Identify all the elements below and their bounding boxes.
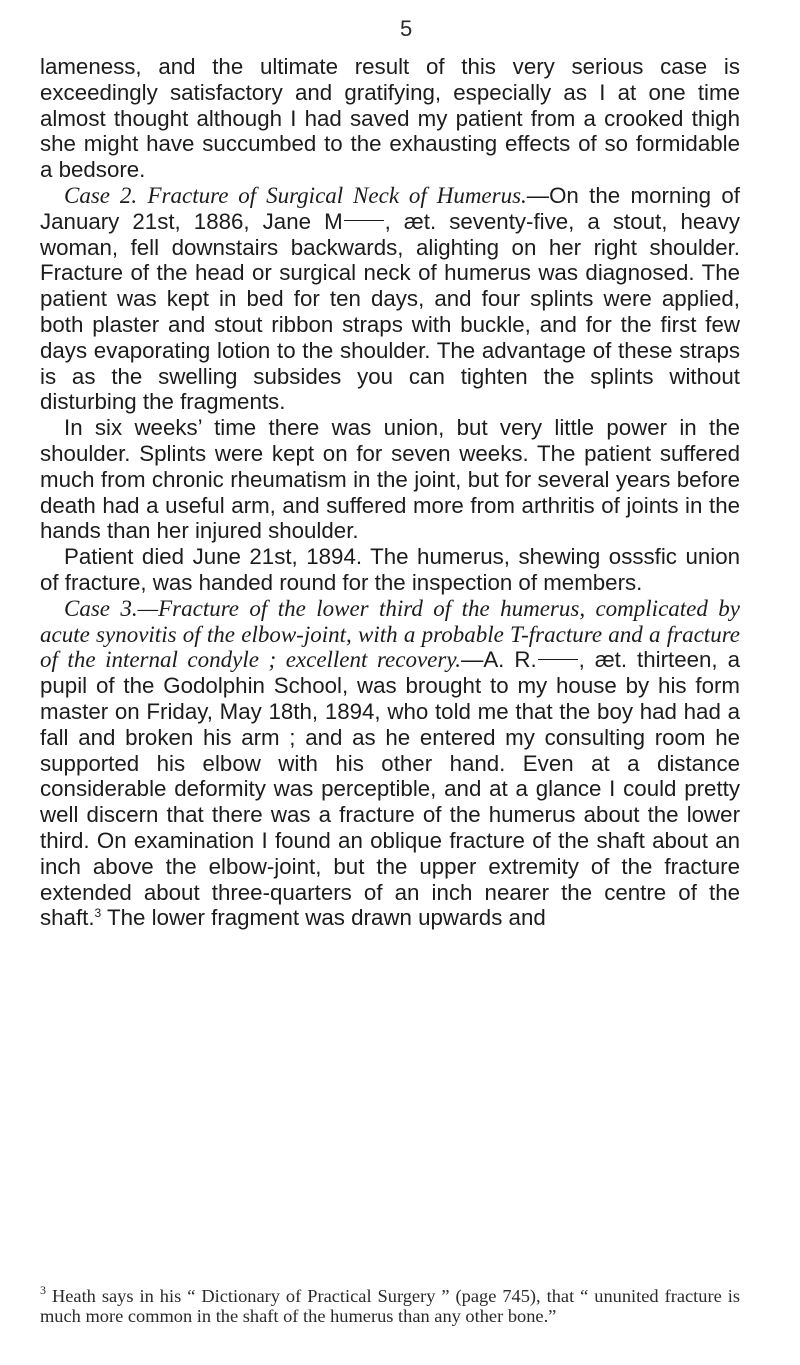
paragraph-case-3	[40, 596, 740, 931]
case-3-title: —Fracture of the lower third of the humerus, complicated by acute synovitis of the elbow-joint, with a probable T-fracture and a fracture of the internal condyle ; excellent recovery.	[40, 595, 740, 673]
name-redaction-dash	[344, 220, 384, 221]
case-3-text-body: , æt. thirteen, a pupil of the Godolphin School, was brought to my house by his form master on Friday, May 18th, 1894, who told me that the boy had had a fall and broken his arm ; and as he entered my consulting room he supported his elbow with his other hand. Even at a distance considerable deformity was perceptible, and at a glance I could pretty well discern that there was a fracture of the humerus about the lower third. On examination I found an oblique fracture of the shaft about an inch above the elbow-joint, but the upper extremity of the fracture extended about three-quarters of an inch nearer the centre of the shaft.	[40, 647, 740, 931]
case-3-label: Case 3.	[64, 595, 138, 621]
paragraph-patient-died: Patient died June 21st, 1894. The humerus, shewing osssfic union of fracture, was handed round for the inspection of members.	[40, 544, 740, 595]
body-text	[40, 54, 740, 931]
name-redaction-dash	[538, 659, 578, 660]
paragraph-union: In six weeks’ time there was union, but very little power in the shoulder. Splints were kept on for seven weeks. The patient suffered much from chronic rheumatism in the joint, but for several years before death had a useful arm, and suffered more from arthritis of joints in the hands than her injured shoulder.	[40, 415, 740, 544]
paragraph-case-2	[40, 183, 740, 415]
footnote-text: Heath says in his “ Dictionary of Practical Surgery ” (page 745), that “ ununited fracture is much more common in the shaft of the humerus than any other bone.”	[40, 1286, 740, 1326]
footnote	[40, 1283, 740, 1326]
case-2-label: Case 2.	[64, 182, 138, 208]
footnote-reference: 3	[94, 906, 102, 921]
paragraph-lameness: lameness, and the ultimate result of this very serious case is exceedingly satisfactory and gratifying, especially as I at one time almost thought although I had saved my patient from a crooked thigh she might have succumbed to the exhausting effects of so formidable a bedsore.	[40, 54, 740, 183]
footnote-marker: 3	[40, 1283, 46, 1297]
case-2-text-start: —On the morning of January 21st, 1886, Jane M	[40, 182, 740, 234]
document-page	[40, 0, 740, 1365]
case-3-text-start: —A. R.	[461, 647, 537, 673]
case-2-text-rest: , æt. seventy-five, a stout, heavy woman, fell downstairs backwards, alighting on her right shoulder. Fracture of the head or surgical neck of humerus was diagnosed. The patient was kept in bed for ten days, and four splints were applied, both plaster and stout ribbon straps with buckle, and for the first few days evaporating lotion to the shoulder. The advantage of these straps is as the swelling subsides you can tighten the splints without disturbing the fragments.	[40, 208, 740, 415]
case-3-text-end: The lower fragment was drawn upwards and	[101, 905, 546, 931]
page-number: 5	[400, 16, 413, 41]
case-2-title: Fracture of Surgical Neck of Humerus.	[147, 182, 527, 208]
